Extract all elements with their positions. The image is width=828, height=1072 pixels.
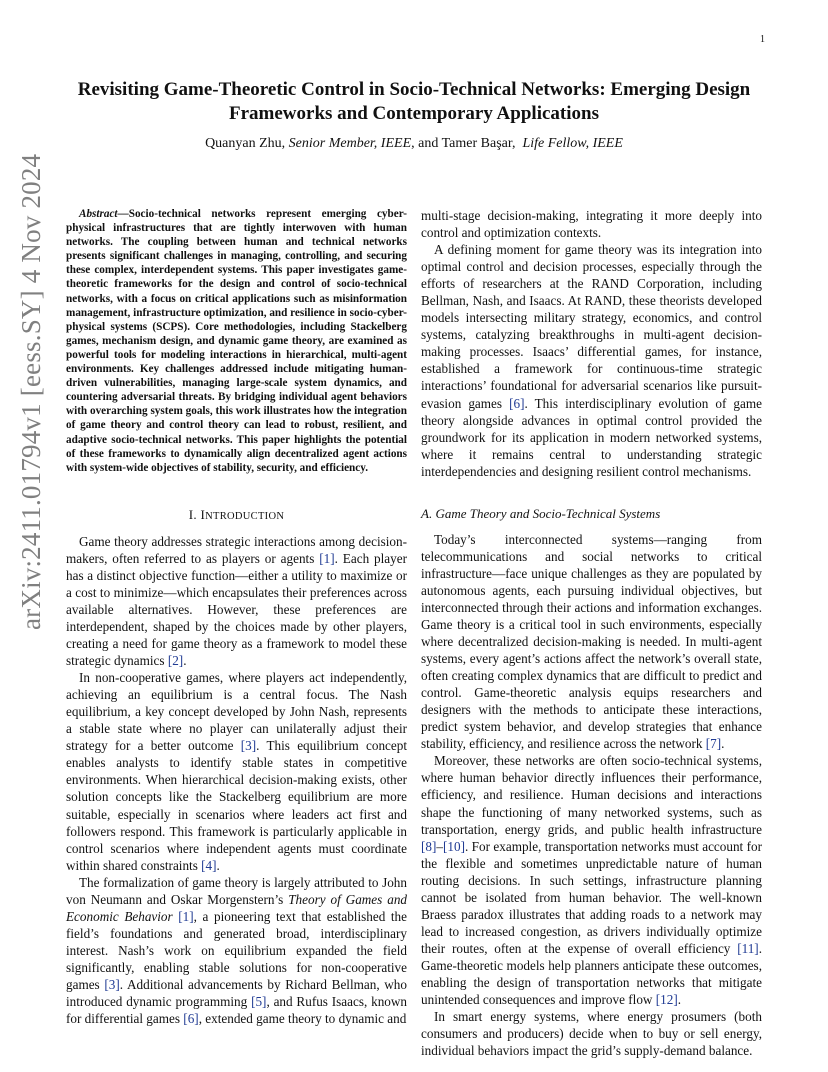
text: , a pioneering text that established the field’s foundations and generated broad, interdisciplinary interest. Nash’s work on equilibrium expanded the field significantly, enabling stable solutions for non-cooperative games bbox=[66, 908, 407, 992]
citation-link[interactable]: [1] bbox=[178, 908, 194, 924]
text: . bbox=[677, 992, 682, 1008]
author-name: , and Tamer Başar, bbox=[411, 136, 516, 151]
text: . Game-theoretic models help planners anticipate these outcomes, enabling the design of transportation networks that mitigate unintended consequences and improve flow bbox=[421, 940, 762, 1008]
section-numeral: I. bbox=[188, 506, 201, 522]
subsection-paragraph-3: In smart energy systems, where energy prosumers (both consumers and producers) decide when to buy or sell energy, individual behaviors impact the grid’s supply-demand balance. bbox=[421, 1009, 762, 1059]
intro-paragraph-3 bbox=[66, 874, 407, 1027]
abstract-label: Abstract bbox=[79, 208, 118, 220]
citation-link[interactable]: [6] bbox=[183, 1011, 199, 1027]
section-heading-first: I bbox=[200, 506, 206, 522]
citation-link[interactable]: [7] bbox=[705, 736, 722, 752]
text: . bbox=[721, 736, 725, 752]
citation-link[interactable]: [12] bbox=[655, 992, 678, 1008]
arxiv-identifier: arXiv:2411.01794v1 [eess.SY] 4 Nov 2024 bbox=[16, 153, 46, 630]
subsection-paragraph-1 bbox=[421, 531, 762, 753]
book-title: Theory of Games and Economic Behavior bbox=[66, 891, 408, 924]
citation-link[interactable]: [8] bbox=[421, 838, 437, 854]
text: . bbox=[216, 857, 220, 873]
subsection-paragraph-2 bbox=[421, 752, 762, 1008]
text: , extended game theory to dynamic and bbox=[198, 1011, 407, 1027]
left-column bbox=[66, 207, 407, 1027]
text: The formalization of game theory is largely attributed to John von Neumann and Oskar Morgenstern’s bbox=[66, 874, 407, 907]
citation-link[interactable]: [6] bbox=[509, 395, 525, 411]
citation-link[interactable]: [3] bbox=[104, 977, 120, 992]
text: , and Rufus Isaacs, known for differential games bbox=[66, 994, 407, 1027]
text: . For example, transportation networks must account for the flexible and sometimes unpredictable nature of human routing decisions. In such settings, infrastructure planning cannot be isolated from human behavior. The well-known Braess paradox illustrates that adding roads to a network may lead to increased congestion, as drivers individually optimize their routes, often at the expense of overall efficiency bbox=[421, 838, 762, 956]
citation-link[interactable]: [3] bbox=[240, 738, 257, 754]
text: Moreover, these networks are often socio-technical systems, where human behavior directly influences their performance, efficiency, and resilience. Human decisions and interactions shape the functioning of many networked systems, such as transportation, energy grids, and public health infrastructure bbox=[421, 753, 762, 837]
intro-paragraph-4 bbox=[421, 241, 762, 480]
abstract bbox=[66, 207, 407, 475]
abstract-dash: — bbox=[117, 208, 129, 220]
section-heading-rest: NTRODUCTION bbox=[205, 510, 285, 522]
text: . Additional advancements by Richard Bellman, who introduced dynamic programming bbox=[66, 977, 407, 1010]
intro-paragraph-1 bbox=[66, 533, 407, 669]
text: . Each player has a distinct objective function—either a utility to maximize or a cost to minimize—which encapsulates their preferences across available alternatives. However, these preferences are interdependent, shaped by the choices made by other players, creating a need for game theory as a framework to model these strategic dynamics bbox=[66, 550, 407, 669]
intro-paragraph-3-continued: multi-stage decision-making, integrating it more deeply into control and optimization contexts. bbox=[421, 208, 762, 241]
subsection-heading: A. Game Theory and Socio-Technical Systems bbox=[421, 505, 661, 521]
page-number: 1 bbox=[760, 34, 765, 45]
citation-link[interactable]: [2] bbox=[167, 653, 184, 669]
text: . This interdisciplinary evolution of game theory alongside advances in optimal control provided the groundwork for its application in modern networked systems, where it remains central to understanding strategic interdependencies and designing resilient control mechanisms. bbox=[421, 395, 762, 479]
paper-title: Revisiting Game-Theoretic Control in Socio-Technical Networks: Emerging Design Frameworks and Contemporary Applications bbox=[77, 79, 751, 124]
author-role: Senior Member, IEEE bbox=[288, 136, 412, 151]
text: Today’s interconnected systems—ranging from telecommunications and social networks to critical infrastructure—face unique challenges as they are populated by autonomous agents, each pursuing individual objectives, but interconnected through their actions and information exchanges. Game theory is a critical tool in such environments, especially where decentralized decision-making is needed. In multi-agent systems, every agent’s actions affect the network’s overall state, often creating complex dynamics that are difficult to predict and control. Game-theoretic analysis equips researchers and designers with the methods to anticipate these interactions, predict system behavior, and develop strategies that enhance stability, efficiency, and resilience across the network bbox=[421, 531, 762, 752]
citation-link[interactable]: [5] bbox=[251, 994, 267, 1010]
text: – bbox=[436, 838, 443, 854]
author-line bbox=[70, 136, 758, 152]
author-name: Quanyan Zhu, bbox=[205, 136, 286, 151]
author-role: Life Fellow, IEEE bbox=[522, 136, 623, 151]
section-heading-introduction bbox=[66, 507, 407, 523]
abstract-text: Socio-technical networks represent emerging cyber-physical infrastructures that are tightly interwoven with human networks. The coupling between human and technical networks presents significant challenges in managing, controlling, and securing these complex, interdependent systems. This paper investigates game-theoretic frameworks for the design and control of socio-technical networks, with a focus on critical applications such as misinformation management, infrastructure optimization, and resilience in socio-cyber-physical systems (SCPS). Core methodologies, including Stackelberg games, mechanism design, and dynamic game theory, are examined as powerful tools for modeling interactions in hierarchical, multi-agent environments. Key challenges addressed include mitigating human-driven vulnerabilities, managing large-scale system dynamics, and countering adversarial threats. By bridging individual agent behaviors with overarching system goals, this work illustrates how the integration of game theory and control theory can lead to robust, resilient, and adaptive socio-technical networks. This paper highlights the potential of these frameworks to dynamically align decentralized agent actions with system-wide objectives of stability, security, and efficiency. bbox=[66, 208, 407, 474]
intro-paragraph-2 bbox=[66, 669, 407, 874]
citation-link[interactable]: [11] bbox=[737, 940, 759, 956]
text: In non-cooperative games, where players act independently, achieving an equilibrium is a central focus. The Nash equilibrium, a key concept developed by John Nash, represents a stable state where no player can unilaterally adjust their strategy for a better outcome bbox=[66, 670, 407, 754]
citation-link[interactable]: [4] bbox=[201, 857, 217, 873]
text: . bbox=[183, 653, 187, 669]
text: . This equilibrium concept enables analysts to identify stable states in competitive environments. When hierarchical decision-making exists, other solution concepts like the Stackelberg equilibrium are more suitable, especially in scenarios where leaders act first and followers respond. This framework is particularly applicable in control scenarios where independent agents must coordinate within shared constraints bbox=[66, 738, 408, 873]
citation-link[interactable]: [1] bbox=[319, 550, 335, 566]
text: Game theory addresses strategic interactions among decision-makers, often referred to as players or agents bbox=[66, 533, 407, 566]
text: A defining moment for game theory was its integration into optimal control and decision processes, especially through the efforts of researchers at the RAND Corporation, including Bellman, Nash, and Isaacs. At RAND, these theorists developed models intersecting military strategy, economics, and control systems, catalyzing breakthroughs in multi-agent decision-making processes. Isaacs’ differential games, for instance, established a framework for continuous-time strategic interactions’ foundational for adversarial scenarios like pursuit-evasion games bbox=[421, 242, 762, 411]
right-column bbox=[421, 207, 762, 1059]
citation-link[interactable]: [10] bbox=[442, 838, 465, 854]
